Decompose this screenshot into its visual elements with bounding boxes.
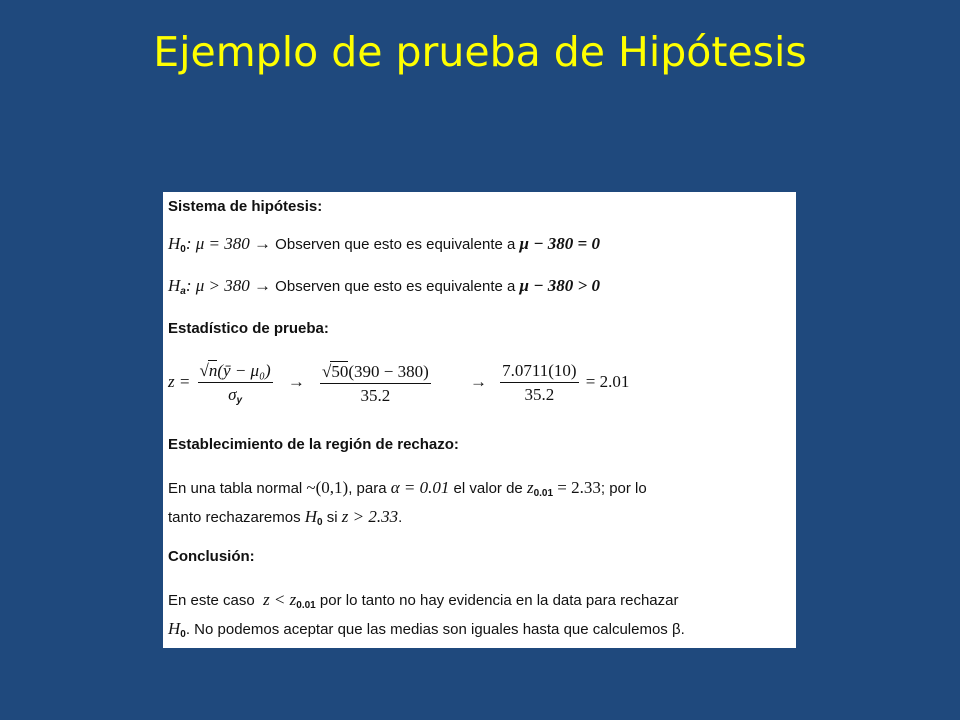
section-heading-test-statistic: Estadístico de prueba:: [168, 320, 329, 337]
result-value: = 2.01: [585, 371, 630, 391]
h0-symbol: H: [168, 234, 181, 253]
sigma-subscript: y: [236, 395, 243, 406]
h0-subscript: 0: [180, 629, 186, 640]
h0-symbol: H: [304, 507, 318, 526]
fraction-3: [500, 361, 578, 405]
text: , para: [348, 480, 391, 497]
section-heading-rejection-region: Establecimiento de la región de rechazo:: [168, 436, 459, 453]
arrow-icon: →: [254, 276, 272, 295]
sqrt-n: n: [208, 361, 218, 380]
comparison-subscript: 0.01: [296, 600, 316, 611]
z-equals: z =: [168, 371, 191, 391]
test-statistic-formula: [168, 360, 629, 406]
text: ; por lo: [600, 480, 647, 497]
ha-expression: : μ > 380: [185, 276, 255, 295]
ha-equivalent: μ − 380 > 0: [519, 276, 600, 295]
sigma-symbol: σ: [228, 385, 237, 404]
z-critical-subscript: 0.01: [533, 488, 554, 499]
comparison: z < z: [263, 590, 297, 609]
alt-hypothesis-line: [168, 276, 600, 297]
sqrt-icon: √: [199, 361, 209, 380]
text: el valor de: [449, 480, 527, 497]
fraction-2-numerator: (390 − 380): [348, 361, 429, 381]
arrow-icon: →: [254, 234, 272, 253]
fraction-2-denominator: 35.2: [360, 385, 391, 405]
conclusion-paragraph: [168, 588, 768, 646]
h0-text: Observen que esto es equivalente a: [271, 236, 520, 253]
sqrt-50: 50: [331, 361, 349, 381]
fraction-3-numerator: 7.0711(10): [500, 361, 578, 383]
alpha-value: α = 0.01: [390, 478, 450, 497]
text: .: [398, 509, 403, 526]
fraction-2: [320, 361, 431, 406]
sqrt-icon: √: [322, 361, 332, 381]
slide-title: Ejemplo de prueba de Hipótesis: [153, 28, 807, 76]
rejection-paragraph: [168, 476, 768, 534]
fraction-3-denominator: 35.2: [524, 385, 555, 404]
text: por lo tanto no hay evidencia en la data para rechazar: [315, 592, 679, 609]
ha-subscript: a: [180, 286, 186, 297]
h0-equivalent: μ − 380 = 0: [519, 234, 600, 253]
text: En este caso: [168, 592, 264, 609]
arrow-icon: →: [287, 371, 305, 391]
rejection-condition: z > 2.33: [341, 507, 399, 526]
text: En una tabla normal: [168, 480, 307, 497]
section-heading-conclusion: Conclusión:: [168, 548, 255, 565]
h0-expression: : μ = 380: [185, 234, 255, 253]
ha-text: Observen que esto es equivalente a: [271, 278, 520, 295]
text: tanto rechazaremos: [168, 509, 305, 526]
text: . No podemos aceptar que las medias son iguales hasta que calculemos β.: [185, 621, 685, 638]
section-heading-hypotheses: Sistema de hipótesis:: [168, 198, 323, 215]
arrow-icon: →: [469, 371, 487, 391]
fraction-1: [198, 360, 273, 406]
content-panel: [163, 192, 796, 648]
normal-dist: ~(0,1): [306, 478, 349, 497]
h0-subscript: 0: [317, 517, 323, 528]
z-critical-value: = 2.33: [553, 478, 601, 497]
h0-subscript: 0: [180, 244, 186, 255]
null-hypothesis-line: [168, 234, 600, 255]
text: si: [322, 509, 342, 526]
h0-symbol: H: [168, 619, 181, 638]
ha-symbol: H: [168, 276, 181, 295]
z-critical: z: [526, 478, 534, 497]
fraction-1-numerator: (ȳ − μ₀): [217, 361, 271, 380]
